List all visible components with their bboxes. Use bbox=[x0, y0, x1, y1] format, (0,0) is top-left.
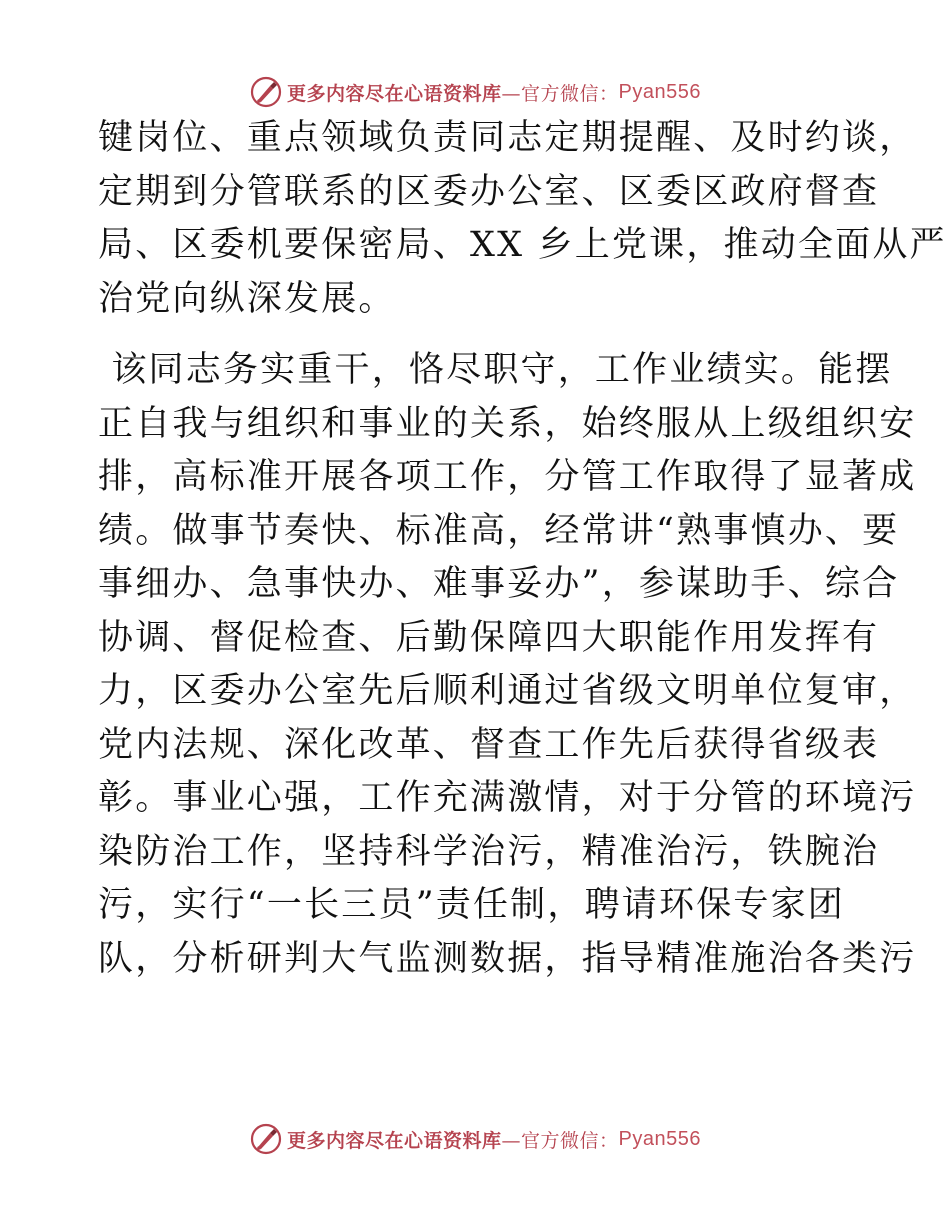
header-watermark bbox=[0, 70, 950, 114]
paragraph-2 bbox=[98, 344, 917, 986]
text-line: 协调、督促检查、后勤保障四大职能作用发挥有 bbox=[98, 617, 880, 658]
text-line: 排，高标准开展各项工作，分管工作取得了显著成 bbox=[98, 457, 917, 497]
text-line: 键岗位、重点领域负责同志定期提醒、及时约谈， bbox=[98, 118, 917, 158]
banner-sub-text: —官方微信： bbox=[501, 1129, 619, 1152]
text-line: 染防治工作，坚持科学治污，精准治污，铁腕治 bbox=[98, 831, 880, 872]
text-line: 绩。做事节奏快、标准高，经常讲“熟事慎办、要 bbox=[98, 510, 900, 551]
text-line: 该同志务实重干，恪尽职守，工作业绩实。能摆 bbox=[98, 350, 893, 390]
text-line: 队，分析研判大气监测数据，指导精准施治各类污 bbox=[98, 938, 917, 979]
text-line: 彰。事业心强，工作充满激情，对于分管的环境污 bbox=[98, 778, 917, 818]
paragraph-1 bbox=[98, 112, 947, 326]
pen-logo-icon bbox=[249, 75, 283, 109]
text-line: 局、区委机要保密局、XX 乡上党课，推动全面从严 bbox=[98, 225, 947, 265]
text-line: 治党向纵深发展。 bbox=[98, 278, 396, 319]
document-body bbox=[98, 112, 947, 986]
banner-handle: Pyan556 bbox=[618, 1127, 701, 1150]
text-line: 力，区委办公室先后顺利通过省级文明单位复审， bbox=[98, 671, 917, 711]
text-line: 污，实行“一长三员”责任制，聘请环保专家团 bbox=[98, 885, 845, 925]
banner-sub-text: —官方微信： bbox=[501, 82, 619, 105]
text-line: 事细办、急事快办、难事妥办”，参谋助手、综合 bbox=[98, 564, 900, 604]
text-line: 正自我与组织和事业的关系，始终服从上级组织安 bbox=[98, 403, 917, 444]
text-line: 定期到分管联系的区委办公室、区委区政府督查 bbox=[98, 171, 880, 212]
pen-logo-icon bbox=[249, 1122, 283, 1156]
banner-main-text: 更多内容尽在心语资料库 bbox=[287, 1129, 502, 1152]
footer-watermark bbox=[0, 1117, 950, 1161]
paragraph-gap bbox=[98, 326, 858, 344]
banner-handle: Pyan556 bbox=[618, 80, 701, 103]
banner-main-text: 更多内容尽在心语资料库 bbox=[287, 82, 502, 105]
text-line: 党内法规、深化改革、督查工作先后获得省级表 bbox=[98, 724, 880, 765]
